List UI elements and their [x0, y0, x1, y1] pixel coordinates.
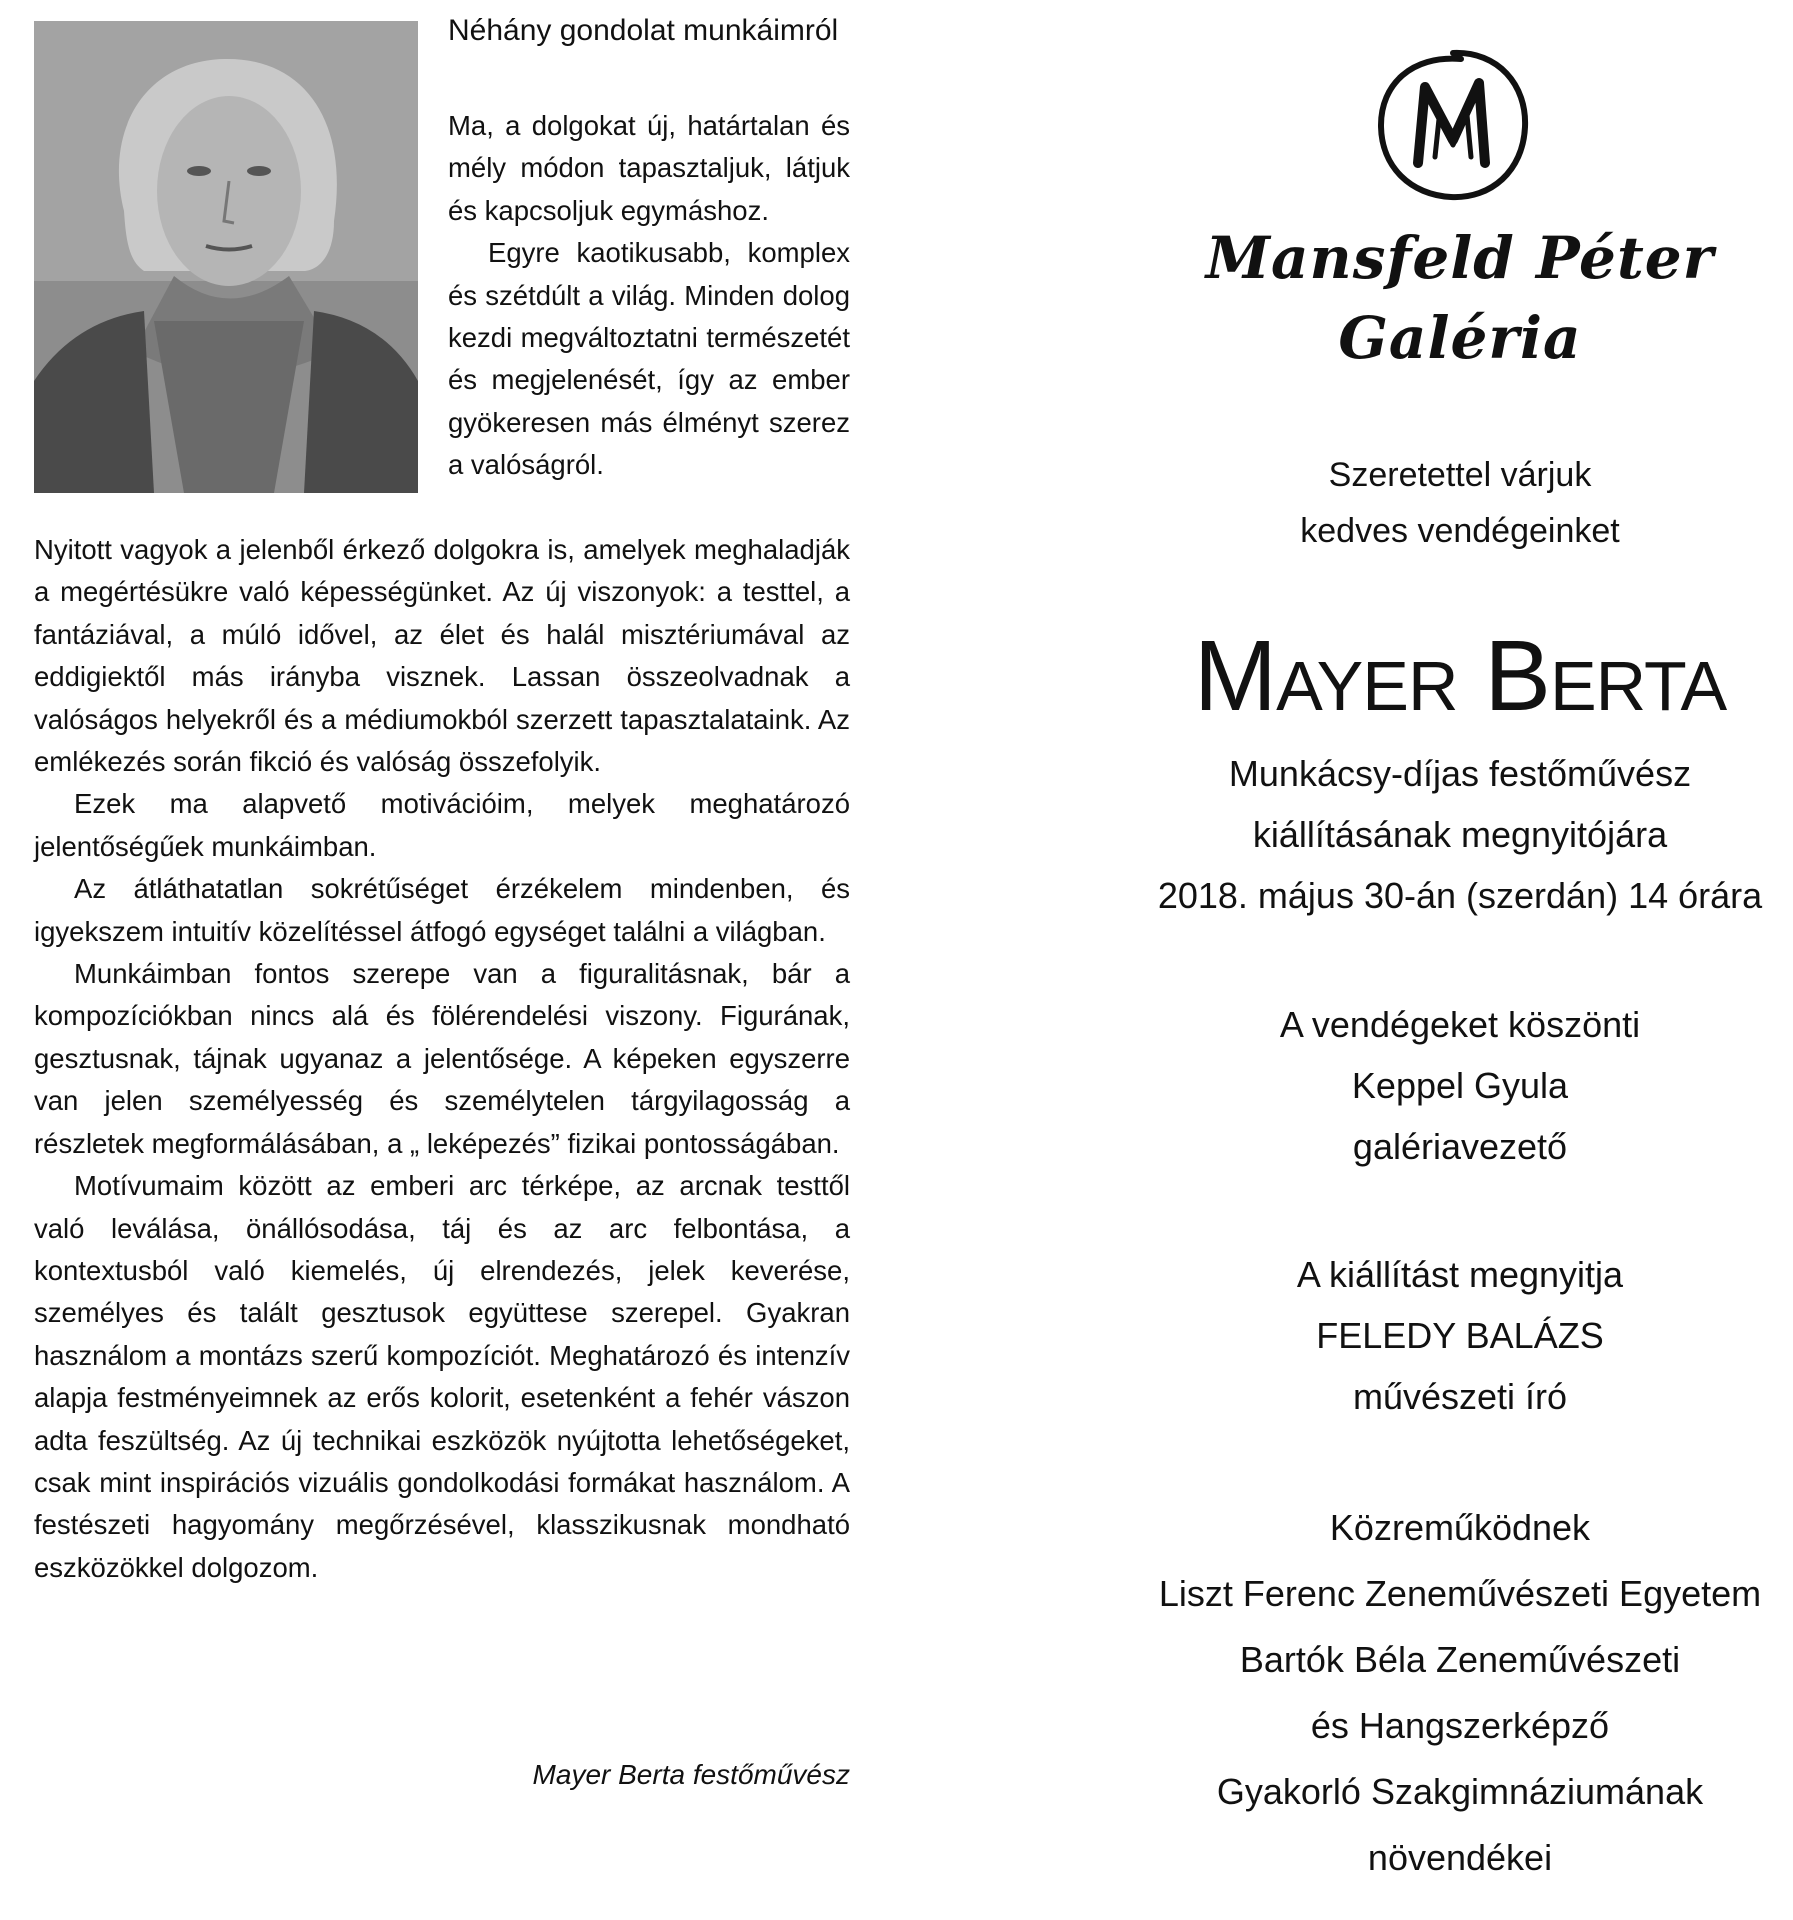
essay-body — [34, 529, 850, 1589]
artist-portrait-photo — [34, 21, 418, 493]
contrib-line: Liszt Ferenc Zeneművészeti Egyetem — [1158, 1573, 1762, 1614]
opener-name: FELEDY BALÁZS — [1316, 1315, 1604, 1356]
opener-block — [1140, 1244, 1780, 1427]
artist-name: Mayer Berta — [1193, 620, 1727, 732]
contrib-line: Gyakorló Szakgimnáziumának növendékei — [1216, 1771, 1704, 1878]
essay-title: Néhány gondolat munkáimról — [448, 14, 839, 47]
contrib-heading: Közreműködnek — [1329, 1507, 1591, 1548]
event-date: 2018. május 30-án (szerdán) 14 órára — [1157, 875, 1763, 916]
greeter-line: A vendégeket köszönti — [1279, 1004, 1641, 1045]
event-line: kiállításának megnyitójára — [1252, 814, 1668, 855]
event-description — [1140, 743, 1780, 926]
greeter-block — [1140, 994, 1780, 1177]
opener-line: A kiállítást megnyitja — [1296, 1254, 1624, 1295]
gallery-logo-icon — [1373, 45, 1533, 205]
essay-paragraph: Motívumaim között az emberi arc térképe, az arcnak testtől való leválása, önállósodása, táj és az arc felbontása, a kontextusból való kiemelés, új elrendezés, jelek keverése, személyes és talált gesztusok együttese szerepel. Gyakran használom a montázs szerű kompozíciót. Meghatározó és intenzív alapja festményeimnek az erős kolorit, esetenként a fehér vászon adta feszültség. Az új technikai eszközök nyújtotta lehetőségeket, csak mint inspirációs vizuális gondolkodási formákat használom. A festészeti hagyomány megőrzésével, klasszikusnak mondható eszközökkel dolgozom. — [34, 1170, 850, 1583]
contrib-line: Bartók Béla Zeneművészeti — [1239, 1639, 1681, 1680]
essay-signature: Mayer Berta festőművész — [532, 1759, 850, 1790]
welcome-line: Szeretettel várjuk — [1328, 456, 1592, 494]
essay-paragraph: Az átláthatatlan sokrétűséget érzékelem mindenben, és igyekszem intuitív közelítéssel átfogó egységet találni a világban. — [34, 873, 850, 947]
event-line: Munkácsy-díjas festőművész — [1228, 753, 1692, 794]
essay-paragraph: Ezek ma alapvető motivációim, melyek meghatározó jelentőségűek munkáimban. — [34, 788, 850, 862]
essay-paragraph: Ma, a dolgokat új, határtalan és mély módon tapasztaljuk, látjuk és kapcsoljuk egymáshoz. — [448, 110, 850, 226]
essay-paragraph: Nyitott vagyok a jelenből érkező dolgokra is, amelyek meghaladják a megértésükre való képességünket. Az új viszonyok: a testtel, a fantáziával, a múló idővel, az élet és halál misztériumával az eddigiektől más irányba visznek. Lassan összeolvadnak a valóságos helyekről és a médiumokból szerzett tapasztalataink. Az emlékezés során fikció és valóság összefolyik. — [34, 534, 850, 778]
essay-paragraph: Egyre kaotikusabb, komplex és szétdúlt a világ. Minden dolog kezdi megváltoztatni természetét és megjelenését, így az ember gyökeresen más élményt szerez a valóságról. — [448, 237, 850, 481]
essay-paragraph: Munkáimban fontos szerepe van a figuralitásnak, bár a kompozíciókban nincs alá és fölérendelési viszony. Figurának, gesztusnak, tájnak ugyanaz a jelentősége. A képeken egyszerre van jelen személyesség és személytelen tárgyilagosság a részletek megformálásában, a „ leképezés” fizikai pontosságában. — [34, 958, 850, 1159]
essay-intro-wrap — [448, 105, 850, 487]
opener-role: művészeti író — [1352, 1376, 1568, 1417]
greeter-name: Keppel Gyula — [1351, 1065, 1569, 1106]
contrib-line: és Hangszerképző — [1310, 1705, 1610, 1746]
welcome-text — [1140, 447, 1780, 559]
greeter-role: galériavezető — [1352, 1126, 1568, 1167]
welcome-line: kedves vendégeinket — [1300, 512, 1620, 550]
gallery-name-logo: Mansfeld Péter Galéria — [1205, 224, 1715, 372]
contributors-block — [1140, 1495, 1780, 1891]
artist-name-heading — [1140, 616, 1780, 736]
portrait-image — [34, 21, 418, 493]
